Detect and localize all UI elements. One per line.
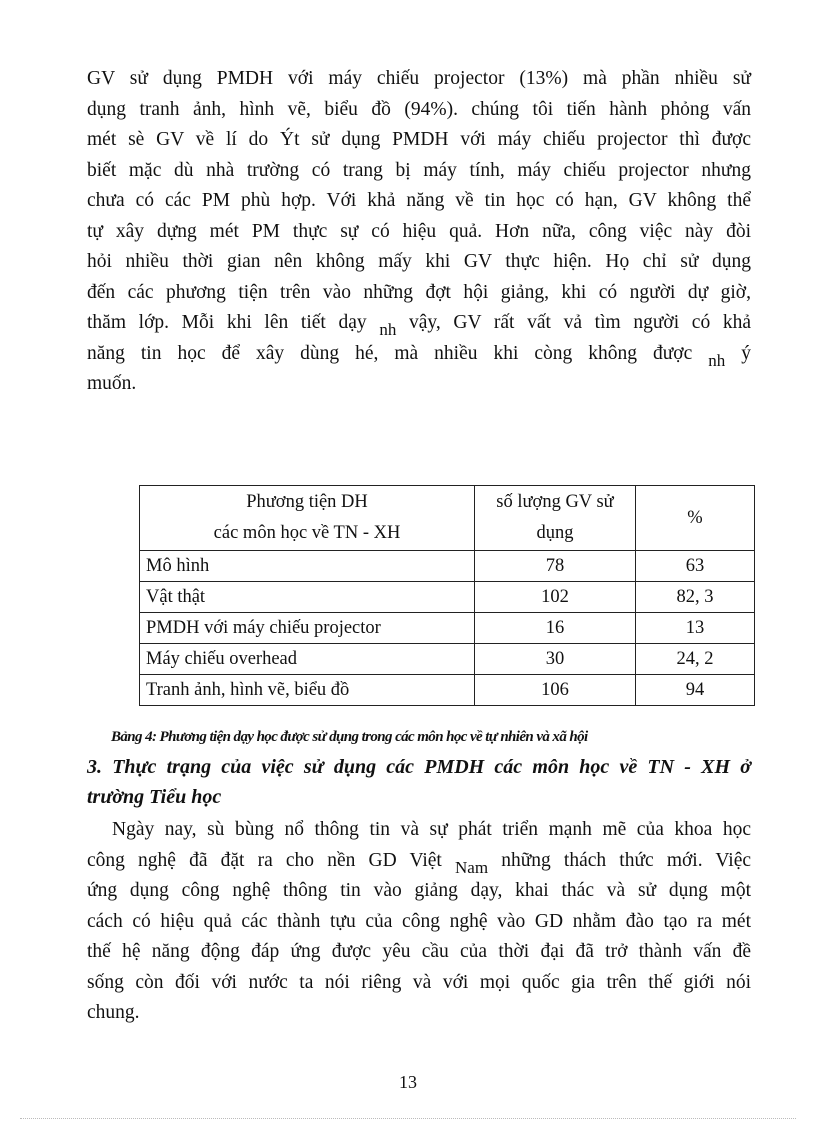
row-name: Mô hình [140,551,475,582]
row-name: Tranh ảnh, hình vẽ, biểu đồ [140,675,475,706]
table-row [140,551,755,582]
paragraph-line: cách có hiệu quả các thành tựu của công nghệ vào GD nhằm đào tạo ra mét [87,910,751,932]
header-text: số lượng GV sử [496,492,614,512]
paragraph-line: chưa có các PM phù hợp. Với khả năng về tin học có hạn, GV không thể [87,190,751,211]
table-caption: Bảng 4: Phương tiện dạy học được sử dụng trong các môn học về tự nhiên và xã hội [111,729,588,745]
paragraph-line: mét sè GV về lí do Ýt sử dụng PMDH với máy chiếu projector thì được [87,129,751,150]
table-row [140,644,755,675]
header-cell-count [475,486,636,551]
header-cell-percent: % [636,486,755,551]
paragraph-line: chung. [87,1002,140,1023]
subscript-text: nh [379,320,397,339]
subscript-text: nh [708,350,726,370]
paragraph-line: muốn. [87,373,137,394]
paragraph-line: ứng dụng công nghệ thông tin vào giảng dạy, khai thác và sử dụng một [87,880,751,901]
row-count: 78 [475,551,636,582]
row-name: PMDH với máy chiếu projector [140,613,475,644]
paragraph-line: dụng tranh ảnh, hình vẽ, biểu đồ (94%). chúng tôi tiến hành phỏng vấn [87,98,751,120]
table-row [140,613,755,644]
paragraph-line [87,846,751,877]
paragraph-line: đến các phương tiện trên vào những đợt hội giảng, khi có người dự giờ, [87,281,751,303]
text-run: những thách thức mới. Việc [501,849,752,871]
row-count: 102 [475,582,636,613]
paragraph-line: biết mặc dù nhà trường có trang bị máy tính, máy chiếu projector nhưng [87,159,751,181]
row-percent: 24, 2 [636,644,755,675]
text-run: công nghệ đã đặt ra cho nền GD Việt [87,849,442,871]
paragraph-line: GV sử dụng PMDH với máy chiếu projector (13%) mà phần nhiều sử [87,68,751,89]
paragraph-2 [87,815,751,1029]
paragraph-line: Ngày nay, sù bùng nổ thông tin và sự phát triển mạnh mẽ của khoa học [112,819,751,840]
text-run: thăm lớp. Mỗi khi lên tiết dạy [87,312,367,333]
row-percent: 82, 3 [636,582,755,613]
row-count: 30 [475,644,636,675]
row-count: 106 [475,675,636,706]
row-name: Vật thật [140,582,475,613]
text-run: năng tin học để xây dùng hé, mà nhiều khi còng không được [87,342,693,364]
data-table [139,485,755,706]
header-text: các môn học về TN - XH [213,523,401,543]
row-percent: 63 [636,551,755,582]
footer-divider [20,1118,796,1119]
paragraph-line: thế hệ năng động đáp ứng được yêu cầu của thời đại đã trở thành vấn đề [87,941,751,962]
row-percent: 94 [636,675,755,706]
text-run: vậy, GV rất vất vả tìm người có khả [408,312,752,333]
table-row [140,582,755,613]
header-text: dụng [536,523,574,543]
table-header-row [140,486,755,551]
subscript-text: Nam [455,857,489,877]
header-cell-means [140,486,475,551]
header-text: Phương tiện DH [246,492,368,512]
text-run: ý [741,342,751,364]
section-heading [87,752,751,812]
table-row [140,675,755,706]
paragraph-line [87,339,751,370]
heading-line: 3. Thực trạng của việc sử dụng các PMDH các môn học về TN - XH ở [87,756,751,778]
row-name: Máy chiếu overhead [140,644,475,675]
paragraph-line: sống còn đối với nước ta nói riêng và với mọi quốc gia trên thế giới nói [87,971,751,993]
paragraph-line: hỏi nhiều thời gian nên không mấy khi GV thực hiện. Họ chỉ sử dụng [87,251,751,272]
row-percent: 13 [636,613,755,644]
page-number: 13 [399,1072,417,1092]
paragraph-line [87,308,751,339]
heading-line: trường Tiểu học [87,786,222,808]
row-count: 16 [475,613,636,644]
paragraph-1 [87,64,751,400]
paragraph-line: tự xây dựng mét PM thực sự có hiệu quả. Hơn nữa, công việc này đòi [87,220,751,242]
